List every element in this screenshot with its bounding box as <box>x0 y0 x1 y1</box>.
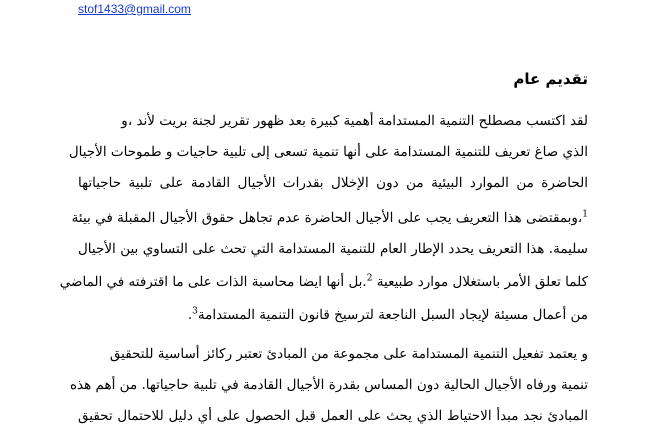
paragraph-2-line-2: تنمية ورفاه الأجيال الحالية دون المساس بقدرة الأجيال القادمة في تلبية حاجياتها. من أهم هذه <box>69 377 588 393</box>
footnote-ref-1[interactable]: 1 <box>582 209 588 220</box>
paragraph-1-line-2: الذي صاغ تعريف للتنمية المستدامة على أنها تنمية تسعى إلى تلبية حاجيات و طموحات الأجيال <box>68 144 588 160</box>
section-heading: تقديم عام <box>513 70 588 88</box>
paragraph-2-line-3: المبادئ نجد مبدأ الاحتياط الذي يحث على العمل قبل الحصول على أي دليل للاحتمال تحقيق <box>78 408 588 424</box>
paragraph-1-line-7-end: . <box>187 307 193 323</box>
paragraph-1-line-3: الحاضرة من الموارد البيئية من دون الإخلال بقدرات الأجيال القادمة على تلبية حاجياتها <box>78 175 588 191</box>
paragraph-1-line-6 <box>59 273 588 291</box>
paragraph-2-line-1: و يعتمد تفعيل التنمية المستدامة على مجموعة من المبادئ تعتبر ركائز أساسية للتحقيق <box>109 346 588 362</box>
paragraph-1-line-6-before: كلما تعلق الأمر باستغلال موارد طبيعية <box>376 274 588 290</box>
footnote-ref-3[interactable]: 3 <box>192 306 198 317</box>
paragraph-1-line-1: لقد اكتسب مصطلح التنمية المستدامة أهمية كبيرة بعد ظهور تقرير لجنة بريت لأند ،و <box>121 113 588 129</box>
footnote-ref-2[interactable]: 2 <box>366 273 373 284</box>
paragraph-1-line-4 <box>71 209 588 227</box>
paragraph-1-line-7-text: من أعمال مسيئة لإيجاد السبل الناجعة لترسيخ قانون التنمية المستدامة <box>197 307 588 323</box>
email-link[interactable]: stof1433@gmail.com <box>78 2 191 16</box>
paragraph-1-line-6-after: .بل أنها ايضا محاسبة الذات على ما اقترفته في الماضي <box>59 274 367 290</box>
paragraph-1-line-7 <box>188 306 588 324</box>
paragraph-1-line-4-text: ،وبمقتضى هذا التعريف يجب على الأجيال الحاضرة عدم تجاهل حقوق الأجيال المقبلة في بيئة <box>71 210 583 226</box>
paragraph-1-line-5: سليمة. هذا التعريف يحدد الإطار العام للتنمية المستدامة التي تحث على التساوي بين الأجيال <box>78 241 588 257</box>
